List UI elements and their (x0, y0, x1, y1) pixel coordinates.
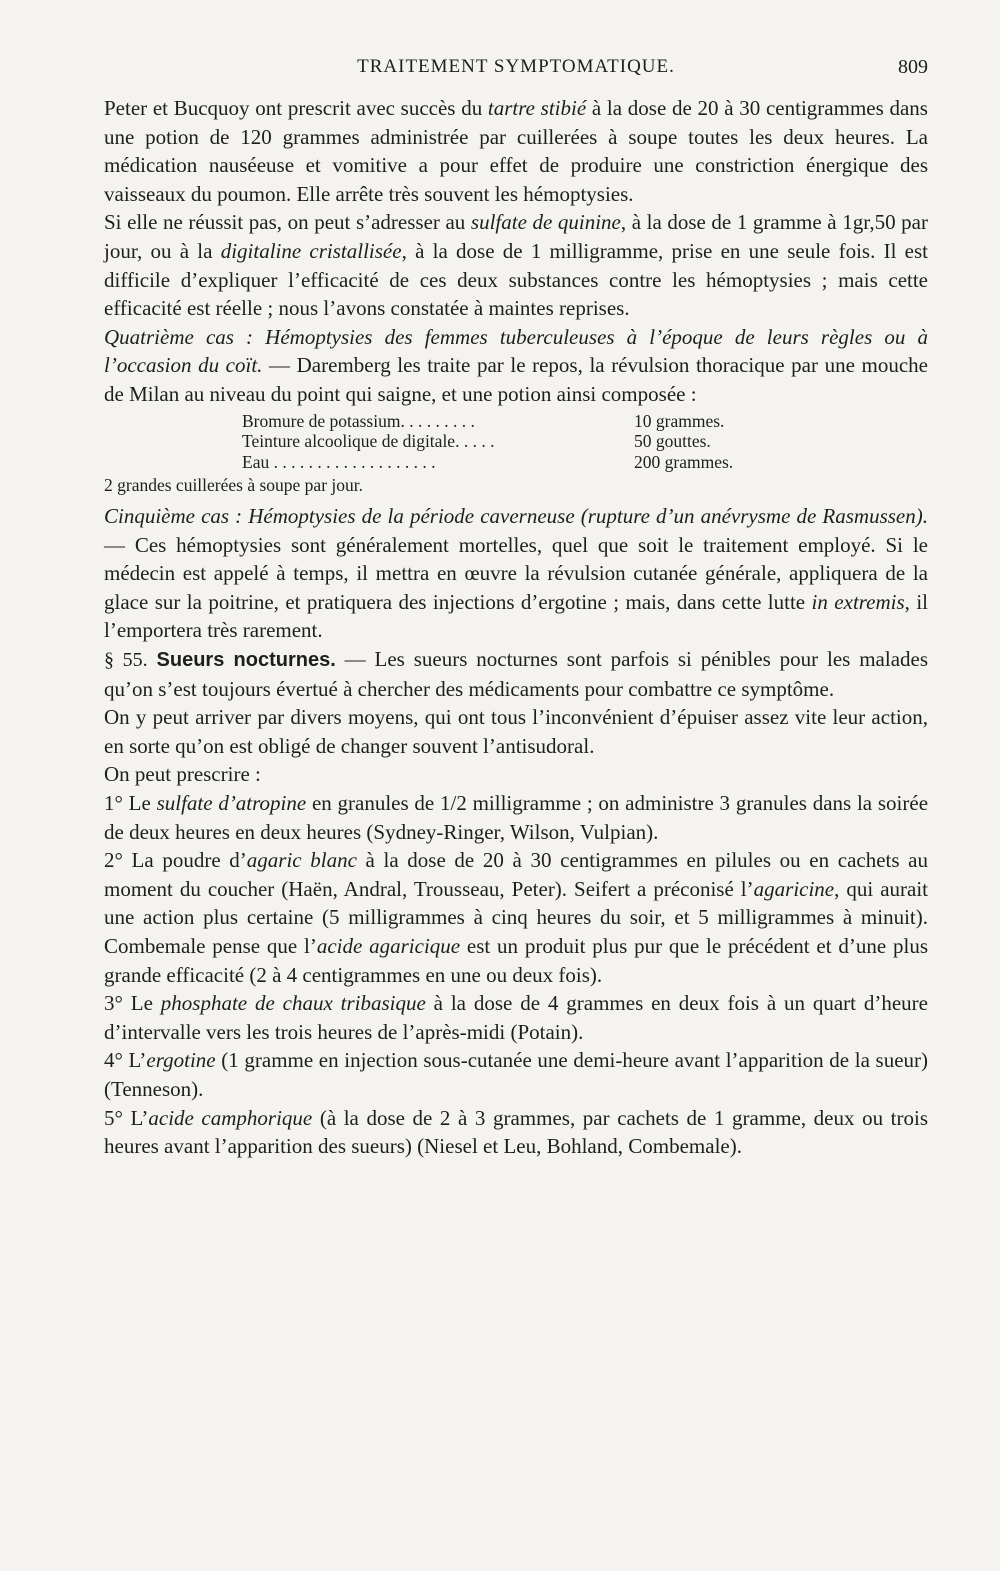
section-number: § 55. (104, 649, 148, 671)
case-heading: Cinquième cas : Hémoptysies de la période caverneuse (rupture d’un anévrysme de Rasmussen). (104, 504, 928, 529)
paragraph-quatrieme-cas: Quatrième cas : Hémoptysies des femmes tuberculeuses à l’époque de leurs règles ou à l’occasion du coït. — Daremberg les traite par le repos, la révulsion thoracique par une mouche de Milan au niveau du point qui saigne, et une potion ainsi composée : (104, 324, 928, 406)
section-sueurs-nocturnes: § 55. Sueurs nocturnes. — Les sueurs nocturnes sont parfois si pénibles pour les malades qu’on s’est toujours évertué à chercher des médicaments pour combattre ce symptôme. (104, 647, 929, 701)
list-item-acide-camphorique: 5° L’acide camphorique (à la dose de 2 à 3 grammes, par cachets de 1 gramme, deux ou trois heures avant l’apparition des sueurs) (Niesel et Leu, Bohland, Combemale). (104, 1105, 928, 1159)
paragraph-quinine: Si elle ne réussit pas, on peut s’adresser au sulfate de quinine, à la dose de 1 gramme à 1gr,50 par jour, ou à la digitaline cristallisée, à la dose de 1 milligramme, prise en une seule fois. Il est difficile d’expliquer l’efficacité de ces deux substances contre les hémoptysies ; mais cette efficacité est réelle ; nous l’avons constatée à maintes reprises. (104, 210, 928, 321)
list-item-atropine: 1° Le sulfate d’atropine en granules de 1/2 milligramme ; on administre 3 granules dans la soirée de deux heures en deux heures (Sydney-Ringer, Wilson, Vulpian). (104, 790, 929, 844)
formula-row: Teinture alcoolique de digitale. . . . . 50 gouttes. (242, 431, 711, 452)
formula-row: Bromure de potassium. . . . . . . . . 10 grammes. (242, 410, 725, 431)
list-item-ergotine: 4° L’ergotine (1 gramme en injection sous-cutanée une demi-heure avant l’apparition de la sueur) (Tenneson). (104, 1048, 929, 1101)
paragraph-moyens: On y peut arriver par divers moyens, qui ont tous l’inconvénient d’épuiser assez vite leur action, en sorte qu’on est obligé de changer souvent l’antisudoral. (104, 705, 928, 758)
formula-note: 2 grandes cuillerées à soupe par jour. (104, 475, 364, 496)
page-body (104, 94, 928, 1161)
running-title: TRAITEMENT SYMPTOMATIQUE. (357, 56, 675, 77)
section-title: Sueurs nocturnes. (156, 649, 336, 671)
paragraph-cinquieme-cas: Cinquième cas : Hémoptysies de la période caverneuse (rupture d’un anévrysme de Rasmussen). — Ces hémoptysies sont généralement mortelles, quel que soit le traitement employé. Si le médecin est appelé à temps, il mettra en œuvre la révulsion cutanée générale, appliquera de la glace sur la poitrine, et pratiquera des injections d’ergotine ; mais, dans cette lutte in extremis, il l’emportera très rarement. (104, 504, 929, 643)
page-header (104, 56, 928, 86)
list-item-agaric: 2° La poudre d’agaric blanc à la dose de 20 à 30 centigrammes en pilules ou en cachets au moment du coucher (Haën, Andral, Trousseau, Peter). Seifert a préconisé l’agaricine, qui aurait une action plus certaine (5 milligrammes à cinq heures du soir, et 5 milligrammes à minuit). Combemale pense que l’acide agaricique est un produit plus pur que le précédent et d’une plus grande efficacité (2 à 4 centigrammes en une ou deux fois). (104, 848, 929, 987)
formula-row: Eau . . . . . . . . . . . . . . . . . . . 200 grammes. (242, 451, 734, 472)
paragraph-tartre-stibie: Peter et Bucquoy ont prescrit avec succès du tartre stibié à la dose de 20 à 30 centigrammes dans une potion de 120 grammes administrée par cuillerées à soupe toutes les deux heures. La médication nauséeuse et vomitive a pour effet de produire une constriction énergique des vaisseaux du poumon. Elle arrête très souvent les hémoptysies. (104, 96, 928, 206)
case-heading: Quatrième cas : Hémoptysies des femmes tuberculeuses à l’époque de leurs règles ou à l’occasion du coït. (104, 324, 928, 378)
page-number: 809 (898, 56, 928, 78)
paragraph-prescrire: On peut prescrire : (104, 762, 261, 787)
list-item-phosphate: 3° Le phosphate de chaux tribasique à la dose de 4 grammes en deux fois à un quart d’heure d’intervalle vers les trois heures de l’après-midi (Potain). (104, 991, 928, 1044)
prescription-formula (242, 411, 928, 473)
